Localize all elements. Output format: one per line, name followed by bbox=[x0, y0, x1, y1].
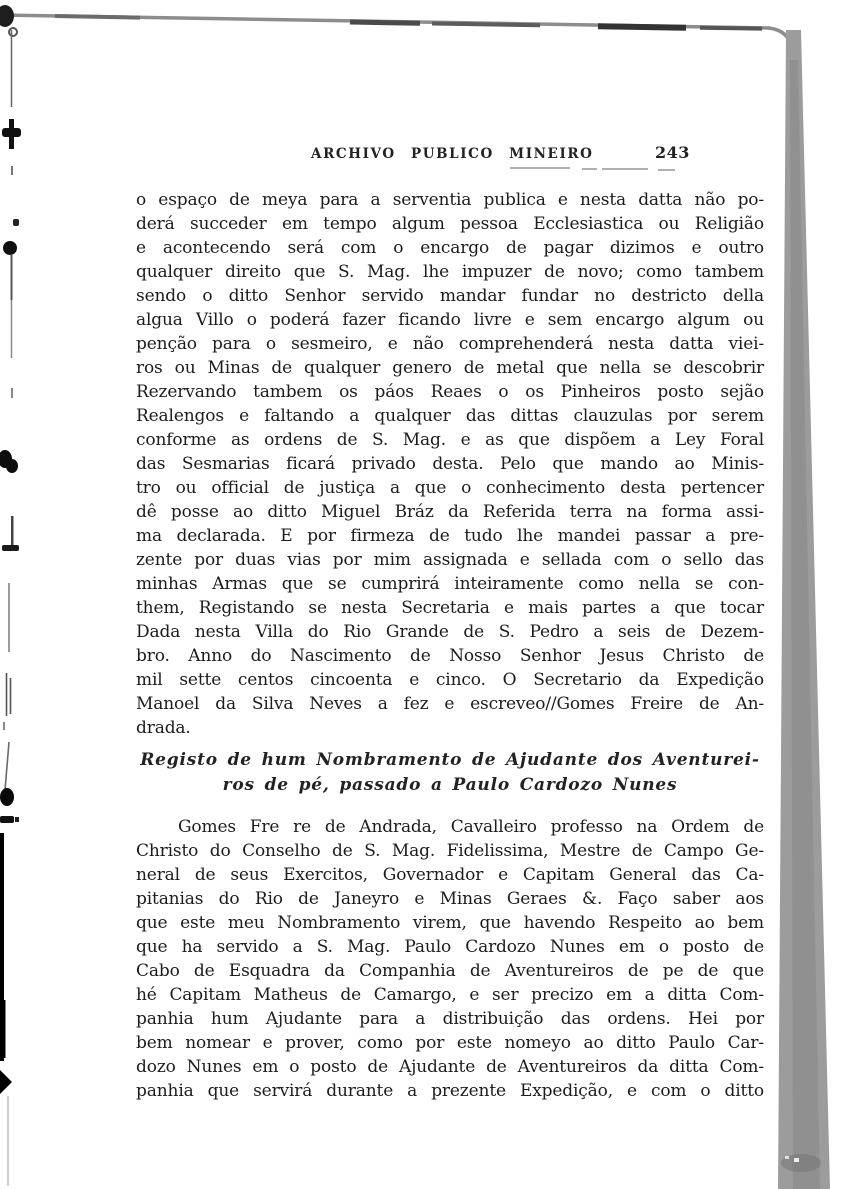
page-corner-curve bbox=[768, 28, 793, 54]
binding-mark bbox=[0, 450, 12, 468]
text-line: pitanias do Rio de Janeyro e Minas Geraes &. Faço saber aos bbox=[136, 889, 764, 909]
binding-mark bbox=[0, 1070, 12, 1094]
text-line: sendo o ditto Senhor servido mandar fundar no destricto della bbox=[136, 286, 764, 306]
text-line: drada. bbox=[136, 718, 191, 738]
text-line: zente por duas vias por mim assignada e sellada com o sello das bbox=[136, 550, 764, 570]
text-line: que este meu Nombramento virem, que havendo Respeito ao bem bbox=[136, 913, 764, 933]
text-line: das Sesmarias ficará privado desta. Pelo que mando ao Minis- bbox=[136, 454, 764, 474]
binding-mark bbox=[0, 788, 14, 806]
page-left-edge-strip bbox=[0, 833, 4, 1061]
text-line: minhas Armas que se cumprirá inteiramente como nella se con- bbox=[136, 574, 764, 594]
page-right-shadow-bar bbox=[778, 30, 830, 1189]
text-line: conforme as ordens de S. Mag. e as que dispõem a Ley Foral bbox=[136, 430, 764, 450]
text-line: Realengos e faltando a qualquer das dittas clauzulas por serem bbox=[136, 406, 764, 426]
text-line: dozo Nunes em o posto de Ajudante de Aventureiros da ditta Com- bbox=[136, 1057, 764, 1077]
text-line: o espaço de meya para a serventia publica e nesta datta não po- bbox=[136, 190, 764, 210]
text-line: ros ou Minas de qualquer genero de metal que nella se descobrir bbox=[136, 358, 764, 378]
header-underline-artifact bbox=[510, 167, 570, 169]
header-underline-artifact bbox=[602, 168, 648, 170]
text-line: panhia hum Ajudante para a distribuição das ordens. Hei por bbox=[136, 1009, 764, 1029]
text-line: tro ou official de justiça a que o conhecimento desta pertencer bbox=[136, 478, 764, 498]
text-line: que ha servido a S. Mag. Paulo Cardozo Nunes em o posto de bbox=[136, 937, 764, 957]
text-line: Rezervando tambem os páos Reaes o os Pinheiros posto sejão bbox=[136, 382, 764, 402]
header-underline-artifact bbox=[582, 168, 597, 170]
paragraph-sesmaria-grant bbox=[136, 188, 764, 740]
text-line: mil sette centos cincoenta e cinco. O Secretario da Expedição bbox=[136, 670, 764, 690]
text-line: Christo do Conselho de S. Mag. Fidelissima, Mestre de Campo Ge- bbox=[136, 841, 764, 861]
text-line: penção para o sesmeiro, e não comprehenderá nesta datta viei- bbox=[136, 334, 764, 354]
header-title: ARCHIVO PUBLICO MINEIRO bbox=[311, 146, 594, 162]
section-heading-registro-nombramento bbox=[136, 748, 764, 798]
binding-mark bbox=[9, 119, 14, 149]
text-line: dê posse ao ditto Miguel Bráz da Referida terra na forma assi- bbox=[136, 502, 764, 522]
text-line: Gomes Fre re de Andrada, Cavalleiro professo na Ordem de bbox=[178, 817, 764, 837]
text-line: Registo de hum Nombramento de Ajudante dos Aventurei- bbox=[140, 750, 760, 770]
text-line: e acontecendo será com o encargo de pagar dizimos e outro bbox=[136, 238, 764, 258]
text-line: neral de seus Exercitos, Governador e Capitam General das Ca- bbox=[136, 865, 764, 885]
text-line: Manoel da Silva Neves a fez e escreveo//Gomes Freire de An- bbox=[136, 694, 764, 714]
page-number: 243 bbox=[655, 143, 690, 162]
text-line: algua Villo o poderá fazer ficando livre e sem encargo algum ou bbox=[136, 310, 764, 330]
text-line: bem nomear e prover, como por este nomeyo ao ditto Paulo Car- bbox=[136, 1033, 764, 1053]
paragraph-nombramento-ajudante bbox=[136, 815, 764, 1103]
text-line: derá succeder em tempo algum pessoa Ecclesiastica ou Religião bbox=[136, 214, 764, 234]
page-top-edge-line bbox=[0, 15, 770, 28]
text-line: Dada nesta Villa do Rio Grande de S. Pedro a seis de Dezem- bbox=[136, 622, 764, 642]
header-underline-artifact bbox=[658, 169, 675, 171]
text-line: panhia que servirá durante a prezente Expedição, e com o ditto bbox=[136, 1081, 764, 1101]
text-line: qualquer direito que S. Mag. lhe impuzer de novo; como tambem bbox=[136, 262, 764, 282]
text-line: ma declarada. E por firmeza de tudo lhe mandei passar a pre- bbox=[136, 526, 764, 546]
text-line: bro. Anno do Nascimento de Nosso Senhor Jesus Christo de bbox=[136, 646, 764, 666]
text-line: hé Capitam Matheus de Camargo, e ser precizo em a ditta Com- bbox=[136, 985, 764, 1005]
binding-mark bbox=[3, 241, 17, 255]
text-line: them, Registando se nesta Secretaria e mais partes a que tocar bbox=[136, 598, 764, 618]
binding-mark bbox=[0, 5, 14, 27]
text-line: Cabo de Esquadra da Companhia de Aventureiros de pe de que bbox=[136, 961, 764, 981]
text-line: ros de pé, passado a Paulo Cardozo Nunes bbox=[222, 775, 678, 795]
